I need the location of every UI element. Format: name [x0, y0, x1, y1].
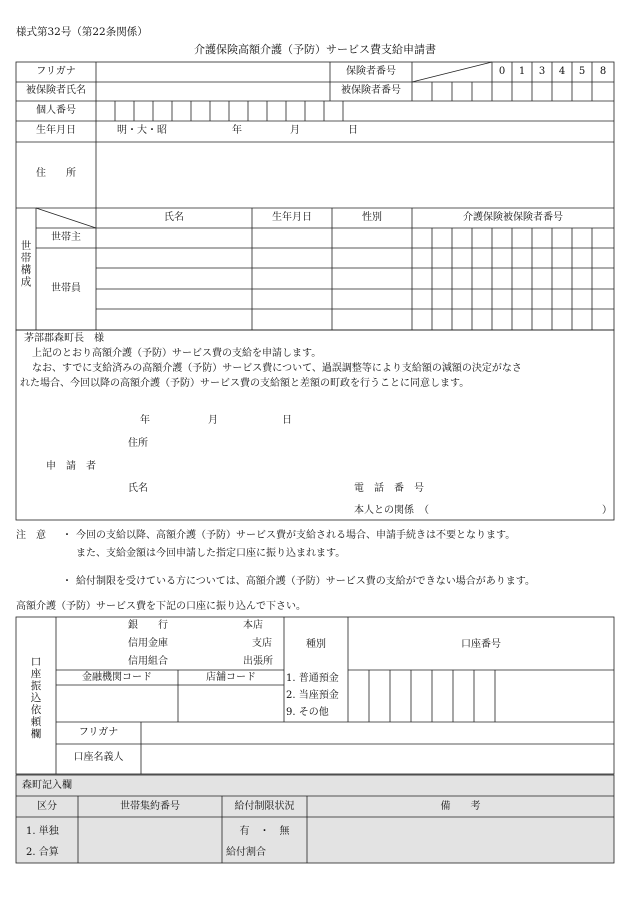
relation-label: 本人との関係 （ [354, 505, 429, 516]
type-current[interactable]: 2. 当座預金 [286, 690, 339, 701]
insured-name-field[interactable] [97, 83, 329, 100]
birth-year-unit: 年 [232, 125, 242, 136]
restriction-yes-no: 有 ・ 無 [239, 826, 290, 837]
branch-branch: 支店 [252, 638, 272, 649]
insured-number-label: 被保険者番号 [341, 85, 401, 96]
form-number: 様式第32号（第22条関係） [16, 26, 148, 38]
inst-shinkin: 信用金庫 [128, 638, 168, 649]
applicant-name-label: 氏名 [128, 483, 148, 494]
household-member-label: 世帯員 [51, 283, 81, 294]
holder-furigana-label: フリガナ [78, 727, 119, 738]
office-header: 森町記入欄 [22, 780, 72, 791]
insurer-digit: 3 [538, 66, 546, 77]
col-sex: 性別 [362, 212, 382, 223]
era-options: 明・大・昭 [117, 125, 167, 136]
declaration-line-1: 上記のとおり高額介護（予防）サービス費の支給を申請します。 [32, 348, 322, 359]
applicant-address-label: 住所 [128, 438, 148, 449]
branch-office: 出張所 [243, 656, 273, 667]
insurer-digit: 5 [578, 66, 586, 77]
inst-code-label: 金融機関コード [82, 672, 152, 683]
note-2: 給付制限を受けている方については、高額介護（予防）サービス費の支給ができない場合があります。 [76, 576, 535, 587]
addressee: 茅部郡森町長 様 [24, 333, 104, 344]
col-household-number: 世帯集約番号 [120, 801, 180, 812]
col-restriction: 給付制限状況 [234, 801, 295, 812]
apply-month-unit: 月 [208, 415, 218, 426]
type-label: 種別 [306, 639, 326, 650]
insurer-digit: 4 [558, 66, 566, 77]
personal-number-label: 個人番号 [36, 105, 76, 116]
declaration-line-2: なお、すでに支給済みの高額介護（予防）サービス費について、過誤調整等により支給額の減額の決定がなさ [32, 363, 522, 374]
birth-day-unit: 日 [348, 125, 358, 136]
furigana-field[interactable] [97, 63, 329, 81]
address-label: 住 所 [36, 168, 76, 179]
insured-name-label: 被保険者氏名 [26, 85, 86, 96]
furigana-label: フリガナ [36, 66, 76, 77]
bank-side-label: 口座振込依頼欄 [30, 656, 42, 740]
note-1b: また、支給金額は今回申請した指定口座に振り込まれます。 [76, 548, 346, 559]
relation-close: ） [602, 505, 612, 516]
household-head-label: 世帯主 [51, 232, 81, 243]
note-bullet: ・ [62, 530, 72, 541]
col-remarks: 備 考 [440, 801, 481, 812]
birthdate-label: 生年月日 [36, 125, 76, 136]
type-other[interactable]: 9. その他 [286, 707, 329, 718]
birth-month-unit: 月 [290, 125, 300, 136]
household-side-label: 世帯構成 [20, 240, 32, 288]
form-title: 介護保険高額介護（予防）サービス費支給申請書 [194, 43, 436, 56]
holder-label: 口座名義人 [73, 752, 124, 763]
branch-code-label: 店舗コード [206, 672, 256, 683]
insurer-number-label: 保険者番号 [346, 66, 396, 77]
kubun-single: 1. 単独 [26, 826, 59, 837]
col-insured-number: 介護保険被保険者番号 [463, 212, 563, 223]
phone-label: 電 話 番 号 [354, 483, 424, 494]
note-bullet: ・ [62, 576, 72, 587]
apply-year-unit: 年 [140, 415, 150, 426]
account-number-label: 口座番号 [461, 639, 501, 650]
col-name: 氏名 [164, 212, 184, 223]
col-birthdate: 生年月日 [272, 212, 312, 223]
declaration-line-3: れた場合、今回以降の高額介護（予防）サービス費の支給額と差額の町政を行うことに同意します。 [20, 378, 470, 389]
bank-intro: 高額介護（予防）サービス費を下記の口座に振り込んで下さい。 [16, 601, 306, 612]
inst-bank: 銀 行 [128, 620, 168, 631]
benefit-ratio: 給付割合 [226, 847, 266, 858]
kubun-combined: 2. 合算 [26, 847, 59, 858]
insurer-digit: 8 [599, 66, 607, 77]
col-kubun: 区分 [37, 801, 57, 812]
notes-label: 注 意 [16, 530, 46, 541]
address-field[interactable] [97, 143, 613, 207]
branch-main: 本店 [243, 620, 263, 631]
inst-kumiai: 信用組合 [128, 656, 168, 667]
applicant-label: 申 請 者 [46, 461, 96, 472]
apply-day-unit: 日 [282, 415, 292, 426]
insurer-digit: 1 [518, 66, 526, 77]
type-ordinary[interactable]: 1. 普通預金 [286, 673, 339, 684]
insurer-digit: 0 [498, 66, 506, 77]
note-1: 今回の支給以降、高額介護（予防）サービス費が支給される場合、申請手続きは不要となります。 [76, 530, 516, 541]
